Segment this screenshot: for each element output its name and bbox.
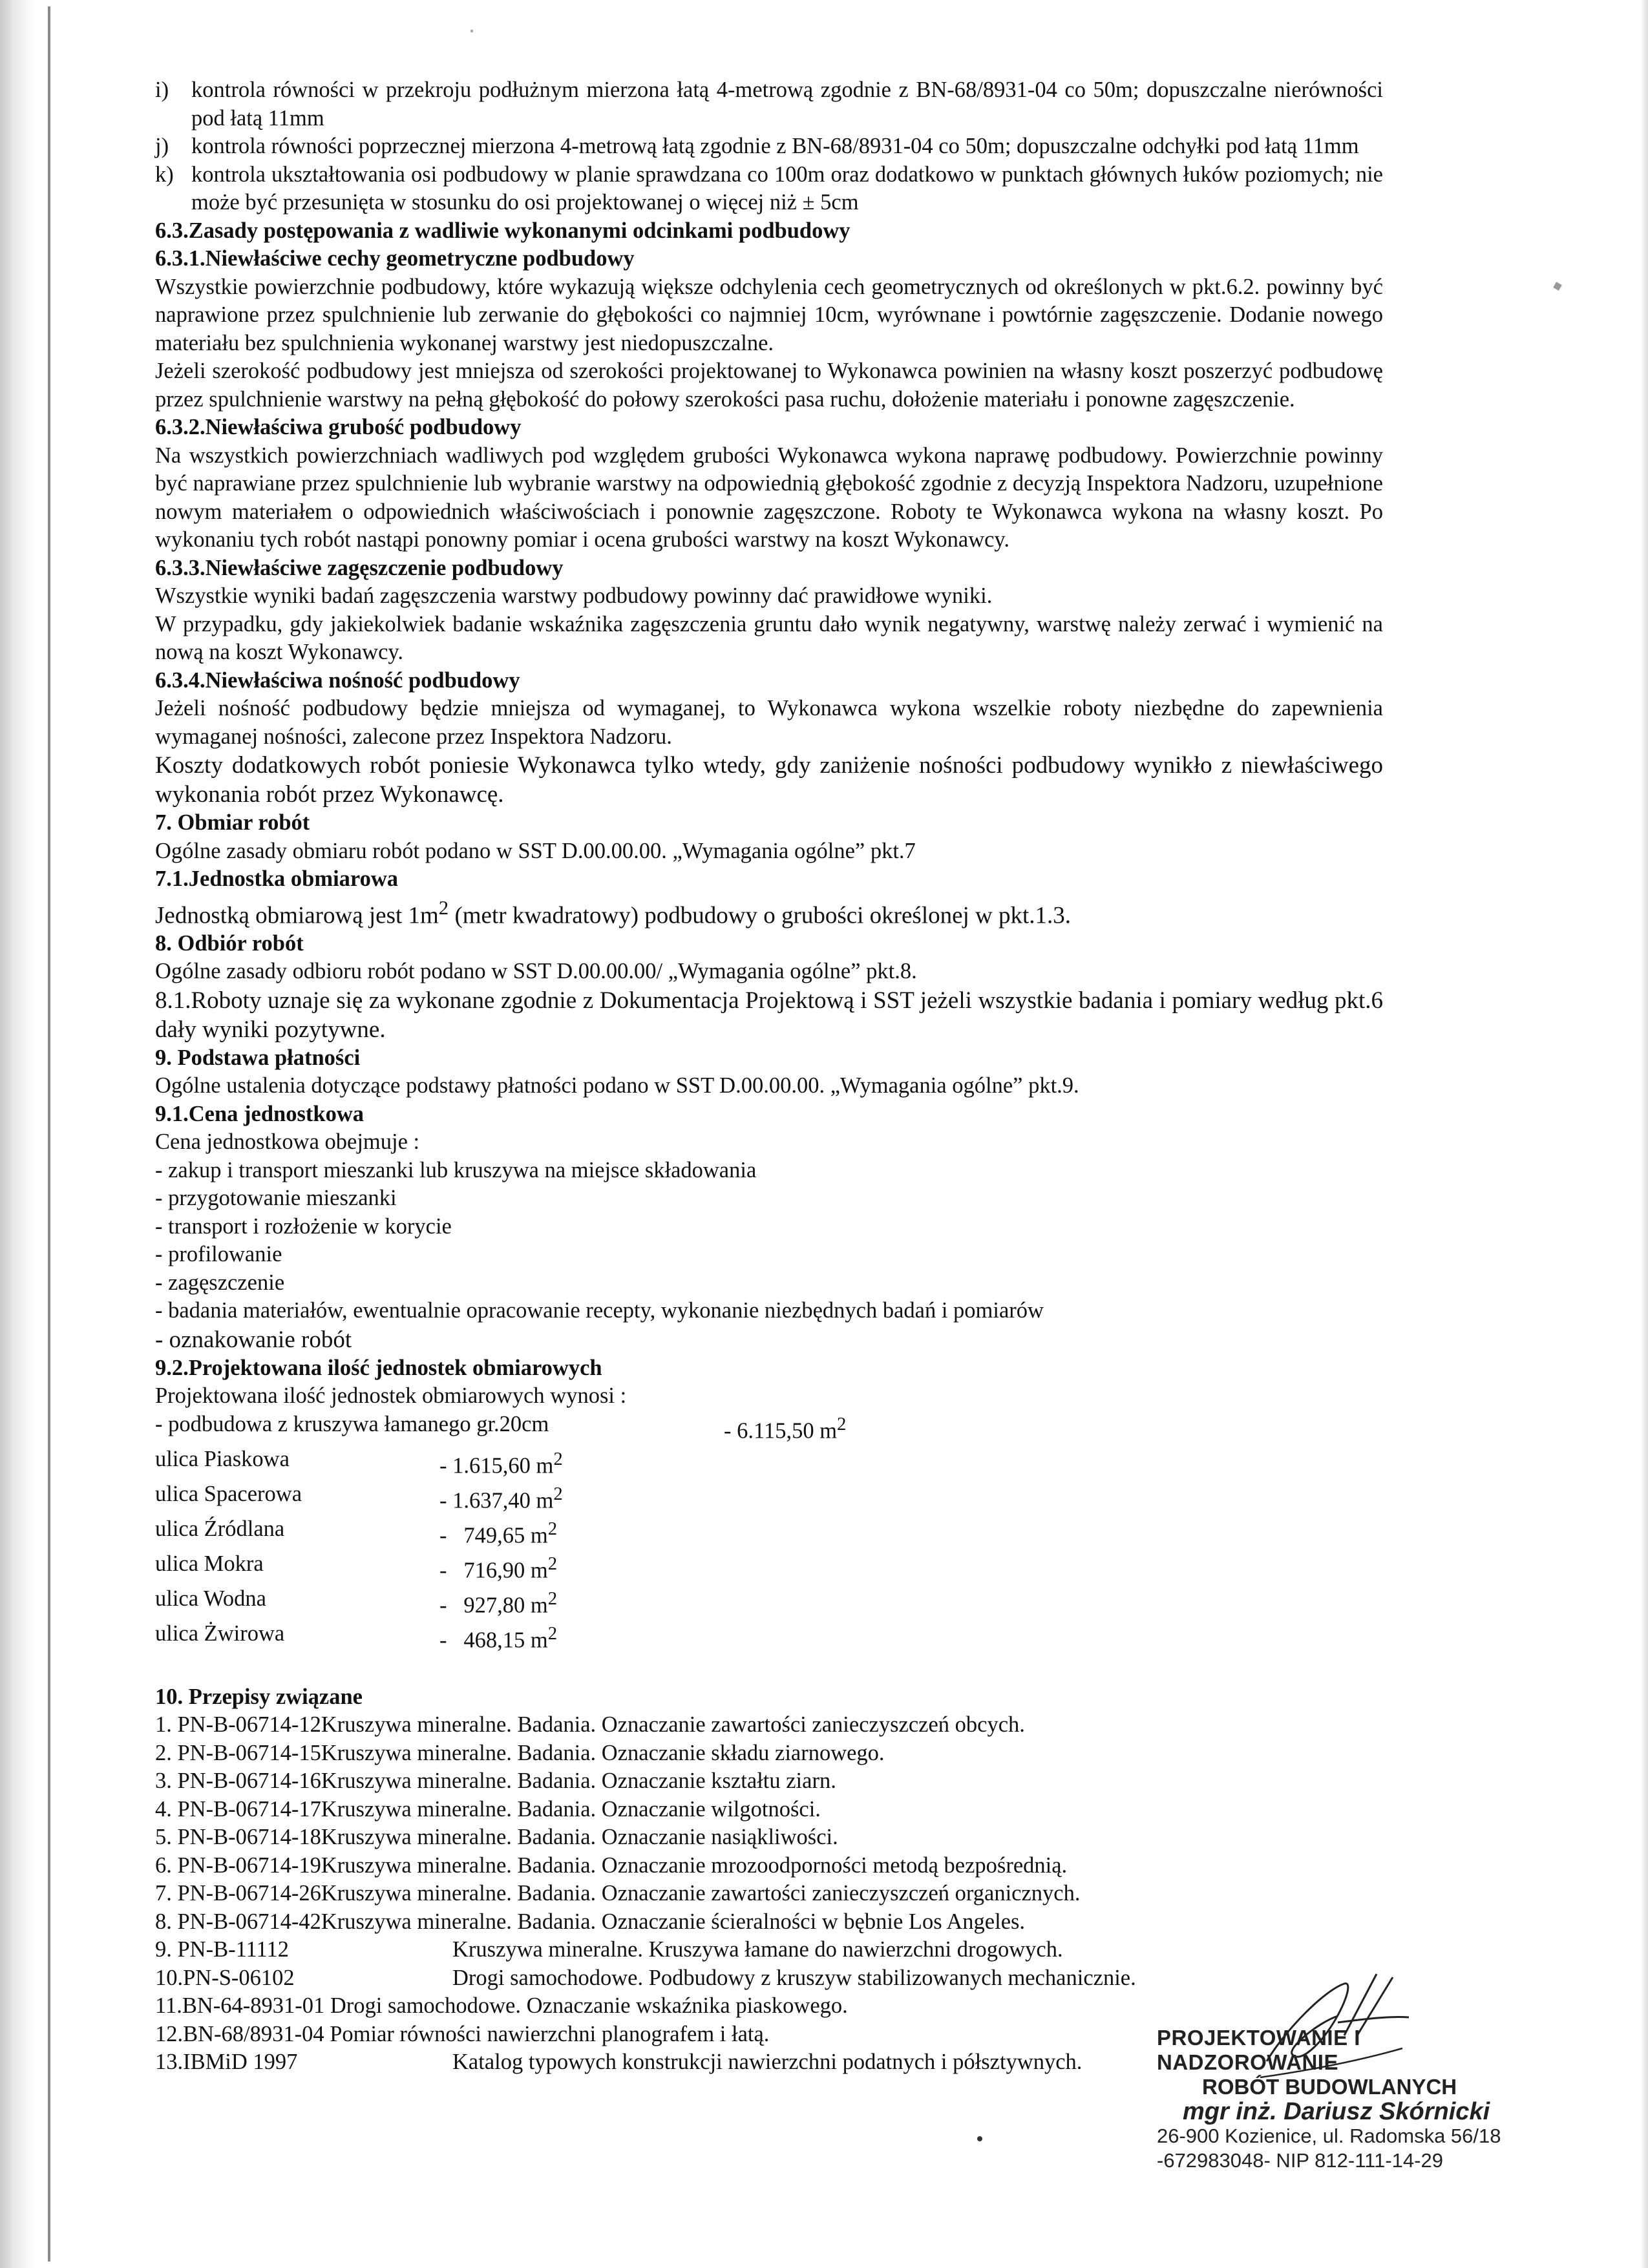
reference-title: Kruszywa mineralne. Badania. Oznaczanie zawartości zanieczyszczeń organicznych. [321,1881,1081,1906]
quantity-label: - podbudowa z kruszywa łamanego gr.20cm [155,1411,549,1436]
item-text: kontrola ukształtowania osi podbudowy w planie sprawdzana co 100m oraz dodatkowo w punktach głównych łuków poziomych; nie może być przesunięta w stosunku do osi projektowanej o więcej niż ± 5cm [191,162,1383,215]
section-heading-9: 9. Podstawa płatności [155,1045,361,1070]
reference-item: 12.BN-68/8931-04 Pomiar równości nawierzchni planografem i łatą. [155,2021,770,2046]
section-heading-6-3-1: 6.3.1.Niewłaściwe cechy geometryczne podbudowy [155,246,635,271]
reference-title: Kruszywa mineralne. Kruszywa łamane do nawierzchni drogowych. [452,1937,1063,1962]
section-heading-6-3-3: 6.3.3.Niewłaściwe zagęszczenie podbudowy [155,555,564,580]
reference-title: Kruszywa mineralne. Badania. Oznaczanie nasiąkliwości. [321,1825,838,1850]
unit-sup: 2 [547,1622,558,1644]
scan-speck [977,2136,982,2141]
scan-shadow-right [1640,0,1648,2268]
list-intro: Cena jednostkowa obejmuje : [155,1129,420,1155]
section-heading-9-2: 9.2.Projektowana ilość jednostek obmiarowych [155,1355,602,1380]
reference-item: 11.BN-64-8931-01 Drogi samochodowe. Oznaczanie wskaźnika piaskowego. [155,1993,848,2019]
list-item [155,76,1383,132]
reference-item [155,1796,1383,1824]
unit-sup: 2 [547,1518,558,1539]
unit-text-b: (metr kwadratowy) podbudowy o grubości określonej w pkt.1.3. [449,901,1072,929]
paragraph: Wszystkie wyniki badań zagęszczenia warstwy podbudowy powinny dać prawidłowe wyniki. [155,583,993,608]
spacer [155,1655,1383,1683]
stamp-line-2: ROBÓT BUDOWLANYCH [1202,2075,1457,2099]
reference-title: Kruszywa mineralne. Badania. Oznaczanie ścieralności w bębnie Los Angeles. [321,1909,1026,1934]
unit-sup: 2 [547,1588,558,1609]
street-row [155,1620,1383,1655]
paragraph: Wszystkie powierzchnie podbudowy, które wykazują większe odchylenia cech geometrycznych od określonych w pkt.6.2. powinny być naprawione przez spulchnienie lub zerwanie do głębokości co najmniej 10cm, wyrównane i powtórnie zagęszczenie. Dodanie nowego materiału bez spulchnienia wykonanej warstwy jest niedopuszczalne. [155,274,1383,355]
unit-sup: 2 [438,896,449,919]
reference-item [155,1936,1383,1964]
reference-title: Drogi samochodowe. Podbudowy z kruszyw stabilizowanych mechanicznie. [452,1965,1136,1990]
street-name: ulica Wodna [155,1586,266,1611]
unit-sup: 2 [553,1483,563,1504]
unit-sup: 2 [837,1413,847,1434]
paragraph-emphasized: Koszty dodatkowych robót poniesie Wykonawca tylko wtedy, gdy zaniżenie nośności podbudowy wynikło z niewłaściwego wykonania robót przez Wykonawcę. [155,752,1383,808]
list-item: - zakup i transport mieszanki lub kruszywa na miejsce składowania [155,1157,757,1182]
street-value [439,1445,595,1480]
section-heading-6-3: 6.3.Zasady postępowania z wadliwie wykonanymi odcinkami podbudowy [155,218,850,243]
list-item: - zagęszczenie [155,1270,285,1295]
street-name: ulica Żwirowa [155,1621,285,1646]
paragraph: Jeżeli nośność podbudowy będzie mniejsza od wymaganej, to Wykonawca wykona wszelkie roboty niezbędne do zapewnienia wymaganej nośności, zalecone przez Inspektora Nadzoru. [155,696,1383,749]
street-number: - 1.637,40 m [439,1488,554,1513]
reference-item [155,1823,1383,1852]
reference-item [155,1908,1383,1937]
reference-code: 5. PN-B-06714-18 [155,1825,321,1850]
section-heading-9-1: 9.1.Cena jednostkowa [155,1101,364,1126]
section-heading-6-3-4: 6.3.4.Niewłaściwa nośność podbudowy [155,667,520,693]
reference-code: 2. PN-B-06714-15 [155,1740,321,1765]
street-name: ulica Spacerowa [155,1481,302,1506]
quantity-number: - 6.115,50 m [724,1418,838,1444]
street-name: ulica Piaskowa [155,1446,290,1471]
list-item: - przygotowanie mieszanki [155,1186,397,1211]
scan-mark [1553,282,1562,291]
paragraph-unit [155,894,1383,930]
street-number: - 468,15 m [439,1628,548,1653]
list-item: - badania materiałów, ewentualnie opracowanie recepty, wykonanie niezbędnych badań i pomiarów [155,1298,1044,1323]
list-item [155,132,1383,161]
street-row [155,1445,1383,1480]
stamp-line-5: -672983048- NIP 812-111-14-29 [1157,2149,1443,2172]
street-value [439,1550,595,1585]
reference-title: Kruszywa mineralne. Badania. Oznaczanie zawartości zanieczyszczeń obcych. [321,1712,1025,1738]
scan-shadow-left [0,0,37,2268]
reference-item [155,1739,1383,1768]
reference-code: 13.IBMiD 1997 [155,2050,298,2075]
stamp-line-3: mgr inż. Dariusz Skórnicki [1183,2098,1490,2125]
reference-item [155,1852,1383,1880]
street-row [155,1585,1383,1620]
reference-title: Katalog typowych konstrukcji nawierzchni podatnych i półsztywnych. [452,2050,1083,2075]
item-label: k) [155,162,174,187]
section-heading-6-3-2: 6.3.2.Niewłaściwa grubość podbudowy [155,415,522,439]
reference-code: 3. PN-B-06714-16 [155,1769,321,1794]
reference-code: 6. PN-B-06714-19 [155,1853,321,1878]
list-item: - oznakowanie robót [155,1326,352,1353]
street-row [155,1550,1383,1585]
street-row [155,1515,1383,1550]
section-heading-10: 10. Przepisy związane [155,1684,363,1709]
street-row [155,1480,1383,1515]
reference-item [155,1767,1383,1796]
unit-sup: 2 [553,1448,563,1469]
section-heading-7-1: 7.1.Jednostka obmiarowa [155,866,399,891]
paragraph: Jeżeli szerokość podbudowy jest mniejsza od szerokości projektowanej to Wykonawca powinien na własny koszt poszerzyć podbudowę przez spulchnienie warstwy na pełną głębokość do połowy szerokości pasa ruchu, dołożenie materiału i ponowne zagęszczenie. [155,359,1383,412]
item-text: kontrola równości w przekroju podłużnym mierzona łatą 4-metrową zgodnie z BN-68/8931-04 co 50m; dopuszczalne nierówności pod łatą 11mm [191,78,1383,131]
reference-title: Kruszywa mineralne. Badania. Oznaczanie mrozoodporności metodą bezpośrednią. [321,1853,1068,1878]
street-number: - 749,65 m [439,1523,548,1548]
paragraph: Ogólne ustalenia dotyczące podstawy płatności podano w SST D.00.00.00. „Wymagania ogólne” pkt.9. [155,1073,1079,1098]
street-number: - 1.615,60 m [439,1453,554,1478]
list-intro: Projektowana ilość jednostek obmiarowych wynosi : [155,1383,627,1409]
paragraph: Ogólne zasady obmiaru robót podano w SST D.00.00.00. „Wymagania ogólne” pkt.7 [155,838,916,863]
document-page [155,76,1383,2077]
scan-speck [470,30,473,32]
reference-title: Kruszywa mineralne. Badania. Oznaczanie wilgotności. [321,1796,821,1822]
street-number: - 927,80 m [439,1593,548,1618]
street-value [439,1620,595,1655]
street-value [439,1515,595,1550]
paragraph-8-1: 8.1.Roboty uznaje się za wykonane zgodnie z Dokumentacja Projektową i SST jeżeli wszystkie badania i pomiary według pkt.6 dały wyniki pozytywne. [155,987,1383,1043]
street-number: - 716,90 m [439,1558,548,1583]
paragraph: Na wszystkich powierzchniach wadliwych pod względem grubości Wykonawca wykona naprawę podbudowy. Powierzchnie powinny być naprawiane przez spulchnienie lub wybranie warstwy na odpowiednią głębokość zgodnie z decyzją Inspektora Nadzoru, uzupełnione nowym materiałem o odpowiednich właściwościach i ponownie zagęszczone. Roboty te Wykonawca wykona na własny koszt. Po wykonaniu tych robót nastąpi ponowny pomiar i ocena grubości warstwy na koszt Wykonawcy. [155,443,1383,552]
unit-sup: 2 [547,1553,558,1574]
reference-code: 8. PN-B-06714-42 [155,1909,321,1934]
item-label: j) [155,134,169,158]
reference-code: 9. PN-B-11112 [155,1937,289,1962]
list-item: - transport i rozłożenie w korycie [155,1213,452,1239]
unit-text-a: Jednostką obmiarową jest 1m [155,901,439,929]
reference-item [155,1880,1383,1908]
reference-code: 10.PN-S-06102 [155,1965,295,1990]
reference-title: Kruszywa mineralne. Badania. Oznaczanie składu ziarnowego. [321,1740,885,1765]
company-stamp [1157,2026,1519,2173]
scan-edge-line [48,6,50,2262]
street-name: ulica Źródlana [155,1516,285,1541]
street-name: ulica Mokra [155,1551,264,1576]
paragraph: Ogólne zasady odbioru robót podano w SST D.00.00.00/ „Wymagania ogólne” pkt.8. [155,959,917,984]
street-value [439,1480,595,1515]
list-item [155,161,1383,217]
reference-item [155,1711,1383,1739]
quantity-value [724,1411,846,1445]
section-heading-7: 7. Obmiar robót [155,810,310,835]
list-item: - profilowanie [155,1242,282,1267]
quantity-total-row [155,1411,1383,1445]
stamp-line-1: PROJEKTOWANIE I NADZOROWANIE [1157,2026,1360,2074]
reference-code: 1. PN-B-06714-12 [155,1712,321,1738]
reference-item [155,1964,1383,1993]
reference-code: 7. PN-B-06714-26 [155,1881,321,1906]
item-text: kontrola równości poprzecznej mierzona 4-metrową łatą zgodnie z BN-68/8931-04 co 50m; dopuszczalne odchyłki pod łatą 11mm [191,134,1359,158]
street-value [439,1585,595,1620]
reference-title: Kruszywa mineralne. Badania. Oznaczanie kształtu ziarn. [321,1769,836,1794]
paragraph: W przypadku, gdy jakiekolwiek badanie wskaźnika zagęszczenia gruntu dało wynik negatywny, warstwę należy zerwać i wymienić na nową na koszt Wykonawcy. [155,611,1383,664]
section-heading-8: 8. Odbiór robót [155,930,304,956]
item-label: i) [155,78,169,102]
stamp-line-4: 26-900 Kozienice, ul. Radomska 56/18 [1157,2125,1501,2147]
reference-code: 4. PN-B-06714-17 [155,1796,321,1822]
